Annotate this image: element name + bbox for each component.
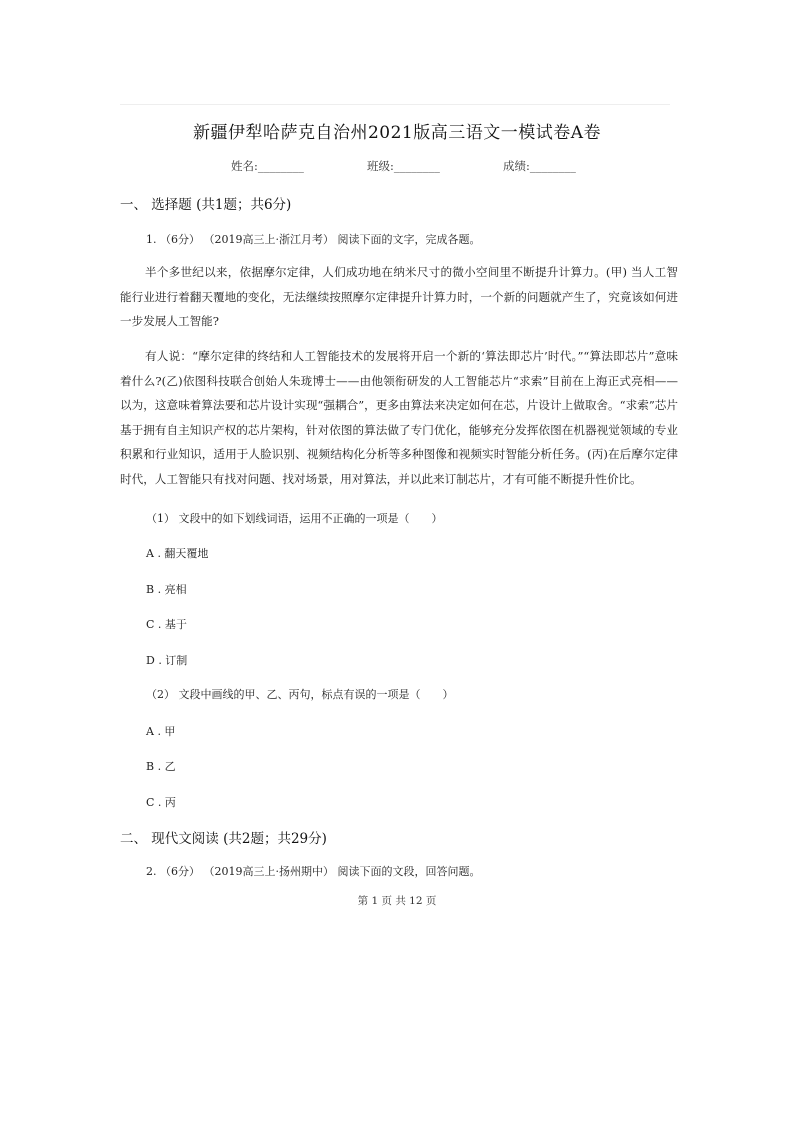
question-1-heading: 1. （6分） （2019高三上·浙江月考） 阅读下面的文字，完成各题。	[146, 233, 481, 246]
name-field: 姓名:________	[231, 159, 304, 173]
section-heading-1: 一、 选择题 (共1题；共6分)	[120, 197, 292, 213]
question-2-heading: 2. （6分） （2019高三上·扬州期中） 阅读下面的文段，回答问题。	[146, 865, 481, 878]
option-2b: B . 乙	[146, 760, 176, 773]
passage-paragraph-1: 半个多世纪以来，依据摩尔定律，人们成功地在纳米尺寸的微小空间里不断提升计算力。(甲) 当人工智能行业进行着翻天覆地的变化，无法继续按照摩尔定律提升计算力时，一个新的问题就产生了，究竟该如何进一步发展人工智能?	[120, 265, 678, 328]
option-1c: C . 基于	[146, 618, 187, 631]
section-heading-2: 二、 现代文阅读 (共2题；共29分)	[120, 831, 327, 847]
class-field: 班级:________	[367, 159, 440, 173]
score-field: 成绩:________	[503, 159, 576, 173]
passage-paragraph-2: 有人说：“摩尔定律的终结和人工智能技术的发展将开启一个新的‘算法即芯片’时代。”“算法即芯片”意味着什么?(乙)依图科技联合创始人朱珑博士——由他领衔研发的人工智能芯片“求索”目前在上海正式亮相——以为，这意味着算法要和芯片设计实现“强耦合”，更多由算法来决定如何在芯，片设计上做取舍。“求索”芯片基于拥有自主知识产权的芯片架构，针对依图的算法做了专门优化，能够充分发挥依图在机器视觉领域的专业积累和行业知识，适用于人脸识别、视频结构化分析等多种图像和视频实时智能分析任务。(丙)在后摩尔定律时代，人工智能只有找对问题、找对场景，用对算法，并以此来订制芯片，才有可能不断提升性价比。	[120, 349, 678, 486]
option-1a: A . 翻天覆地	[146, 547, 209, 560]
page-footer: 第 1 页 共 12 页	[357, 895, 437, 907]
sub-question-1: （1） 文段中的如下划线词语，运用不正确的一项是（ ）	[146, 512, 443, 525]
page-title: 新疆伊犁哈萨克自治州2021版高三语文一模试卷A卷	[192, 123, 602, 143]
option-2a: A . 甲	[146, 725, 176, 738]
option-2c: C . 丙	[146, 796, 176, 809]
sub-question-2: （2） 文段中画线的甲、乙、丙句，标点有误的一项是（ ）	[146, 688, 454, 701]
student-info-row	[0, 158, 794, 178]
option-1d: D . 订制	[146, 654, 188, 667]
top-rule	[120, 104, 670, 105]
option-1b: B . 亮相	[146, 583, 187, 596]
